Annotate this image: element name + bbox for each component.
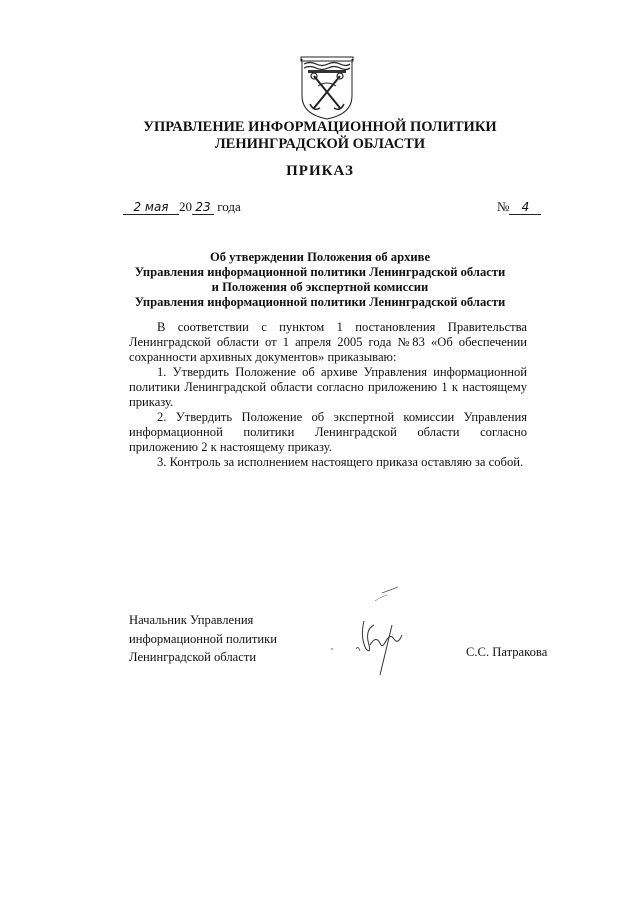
signatory-position-line: Ленинградской области	[129, 650, 257, 664]
body-paragraph-item-1: 1. Утвердить Положение об архиве Управления информационной политики Ленинградской области согласно приложению 1 к настоящему приказу.	[129, 365, 527, 409]
signatory-position	[129, 611, 277, 667]
body-paragraph-item-3: 3. Контроль за исполнением настоящего приказа оставляю за собой.	[157, 455, 524, 469]
subject-line: Об утверждении Положения об архиве	[209, 250, 431, 264]
number-label: №	[497, 199, 510, 214]
number-value: 4	[509, 200, 541, 215]
org-name-line2: ЛЕНИНГРАДСКОЙ ОБЛАСТИ	[214, 136, 426, 152]
document-date	[123, 199, 241, 215]
document-body	[129, 320, 527, 470]
date-day-month: 2 мая	[123, 200, 179, 215]
document-subject	[0, 250, 640, 310]
signatory-name: С.С. Патракова	[466, 645, 548, 659]
body-paragraph-item-2: 2. Утвердить Положение об экспертной комиссии Управления информационной политики Ленинградской области согласно приложению 2 к настоящему приказу.	[129, 410, 527, 454]
handwritten-signature	[320, 585, 420, 685]
subject-line: Управления информационной политики Ленинградской области	[134, 265, 506, 279]
subject-line: Управления информационной политики Ленинградской области	[134, 295, 506, 309]
date-year-prefix: 20	[179, 199, 192, 214]
document-type-title: ПРИКАЗ	[286, 163, 354, 179]
body-paragraph-preamble: В соответствии с пунктом 1 постановления Правительства Ленинградской области от 1 апреля 2005 года №83 «Об обеспечении сохранности архивных документов» приказываю:	[129, 320, 527, 364]
subject-line: и Положения об экспертной комиссии	[211, 280, 429, 294]
signatory-position-line: информационной политики	[129, 631, 277, 646]
coat-of-arms-icon	[300, 56, 354, 120]
org-name-line1: УПРАВЛЕНИЕ ИНФОРМАЦИОННОЙ ПОЛИТИКИ	[143, 119, 497, 135]
document-number	[497, 199, 541, 215]
signatory-position-line: Начальник Управления	[129, 613, 254, 627]
date-year-suffix: 23	[192, 200, 214, 215]
date-year-word: года	[217, 199, 241, 214]
